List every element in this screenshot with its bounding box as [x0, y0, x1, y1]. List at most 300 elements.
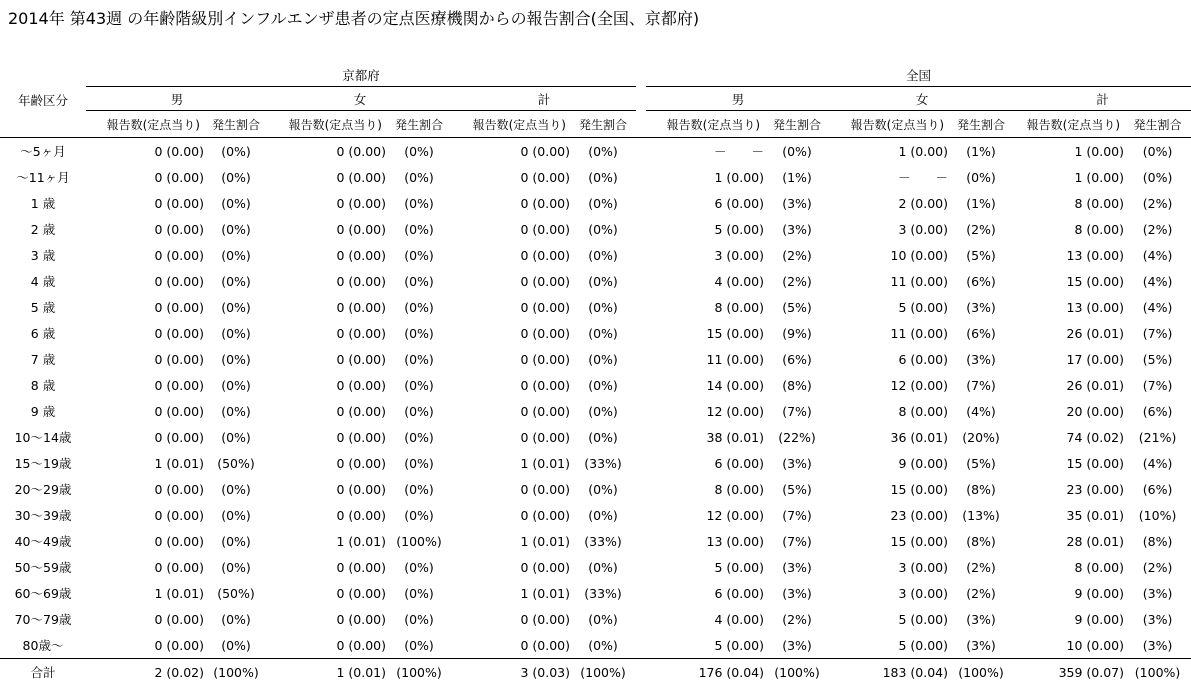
count-cell: 0 (0.00): [154, 247, 204, 263]
rate-cell: (0%): [1142, 169, 1173, 185]
rate-cell: (0%): [404, 429, 434, 445]
count-cell: 15 (0.00): [1066, 273, 1125, 289]
rate-cell: (2%): [1142, 559, 1173, 575]
count-cell: 5 (0.00): [714, 221, 765, 237]
rate-cell: (0%): [221, 273, 251, 289]
rate-cell: (1%): [966, 195, 996, 211]
age-cell: 50～59歳: [14, 560, 72, 575]
rate-cell: (2%): [782, 273, 812, 289]
count-cell: 6 (0.00): [714, 195, 765, 211]
count-cell: 0 (0.00): [336, 195, 386, 211]
sex-header-kyoto-female: 女: [268, 87, 452, 111]
count-header: 報告数(定点当り): [646, 111, 764, 138]
count-cell: － －: [898, 170, 949, 185]
rate-cell: (0%): [404, 637, 434, 653]
rate-cell: (7%): [782, 507, 812, 523]
count-cell: 6 (0.00): [898, 351, 949, 367]
rate-cell: (3%): [1142, 637, 1173, 653]
count-cell: 0 (0.00): [336, 403, 386, 419]
rate-cell: (0%): [404, 585, 434, 601]
rate-cell: (0%): [588, 403, 618, 419]
count-cell: 0 (0.00): [154, 351, 204, 367]
rate-cell: (21%): [1138, 429, 1177, 445]
rate-cell: (3%): [1142, 585, 1173, 601]
rate-cell: (7%): [966, 377, 996, 393]
age-cell: 80歳～: [22, 638, 64, 653]
rate-cell: (9%): [782, 325, 812, 341]
rate-cell: (0%): [404, 195, 434, 211]
rate-cell: (0%): [404, 377, 434, 393]
rate-header: 発生割合: [948, 111, 1014, 138]
table-row: [0, 476, 1191, 502]
rate-cell: (0%): [221, 247, 251, 263]
sex-header-national-total: 計: [1014, 87, 1191, 111]
count-cell: 38 (0.01): [706, 429, 765, 445]
count-cell: 9 (0.00): [898, 455, 949, 471]
rate-cell: (0%): [221, 351, 251, 367]
count-cell: 0 (0.00): [520, 481, 570, 497]
count-cell: 10 (0.00): [1066, 637, 1125, 653]
sex-header-national-female: 女: [830, 87, 1014, 111]
count-cell: 8 (0.00): [898, 403, 949, 419]
table-row: [0, 502, 1191, 528]
count-cell: － －: [714, 144, 765, 159]
age-column-header: 年齢区分: [0, 63, 86, 138]
rate-cell: (33%): [584, 533, 622, 549]
rate-cell: (0%): [588, 195, 618, 211]
sex-header-kyoto-total: 計: [452, 87, 636, 111]
count-cell: 0 (0.00): [336, 143, 386, 159]
rate-cell: (100%): [958, 664, 1004, 680]
rate-header: 発生割合: [570, 111, 636, 138]
count-cell: 23 (0.00): [1066, 481, 1125, 497]
count-cell: 0 (0.00): [154, 273, 204, 289]
count-cell: 3 (0.03): [520, 664, 570, 680]
count-cell: 0 (0.00): [154, 143, 204, 159]
table-row: [0, 268, 1191, 294]
rate-cell: (5%): [1142, 351, 1173, 367]
count-cell: 15 (0.00): [890, 533, 949, 549]
rate-cell: (0%): [221, 143, 251, 159]
rate-cell: (6%): [1142, 481, 1173, 497]
count-cell: 14 (0.00): [706, 377, 765, 393]
count-cell: 20 (0.00): [1066, 403, 1125, 419]
count-cell: 5 (0.00): [898, 299, 949, 315]
rate-cell: (7%): [1142, 377, 1173, 393]
count-cell: 0 (0.00): [336, 507, 386, 523]
rate-cell: (1%): [782, 169, 812, 185]
age-cell: ～11ヶ月: [16, 170, 70, 185]
rate-cell: (0%): [404, 481, 434, 497]
rate-cell: (0%): [221, 325, 251, 341]
count-cell: 28 (0.01): [1066, 533, 1125, 549]
rate-cell: (6%): [966, 273, 996, 289]
rate-cell: (3%): [782, 221, 812, 237]
age-cell: 70～79歳: [14, 612, 72, 627]
count-cell: 0 (0.00): [154, 221, 204, 237]
rate-cell: (2%): [1142, 195, 1173, 211]
count-cell: 0 (0.00): [336, 273, 386, 289]
page-title: 2014年 第43週 の年齢階級別インフルエンザ患者の定点医療機関からの報告割合(全国、京都府): [8, 9, 700, 28]
count-cell: 0 (0.00): [520, 325, 570, 341]
rate-cell: (2%): [1142, 221, 1173, 237]
rate-cell: (0%): [404, 351, 434, 367]
count-cell: 0 (0.00): [154, 299, 204, 315]
influenza-age-table: [0, 63, 1191, 685]
table-row: [0, 164, 1191, 190]
age-cell: 合計: [30, 665, 56, 680]
rate-header: 発生割合: [204, 111, 268, 138]
rate-cell: (0%): [221, 559, 251, 575]
count-cell: 8 (0.00): [714, 481, 765, 497]
rate-cell: (3%): [966, 637, 996, 653]
count-cell: 2 (0.00): [898, 195, 949, 211]
count-cell: 1 (0.01): [154, 455, 204, 471]
count-cell: 8 (0.00): [1074, 221, 1125, 237]
count-cell: 0 (0.00): [520, 195, 570, 211]
table-row: [0, 372, 1191, 398]
count-cell: 0 (0.00): [154, 403, 204, 419]
rate-cell: (7%): [782, 533, 812, 549]
age-cell: 9 歳: [30, 404, 56, 419]
age-cell: 15～19歳: [14, 456, 72, 471]
rate-cell: (0%): [404, 611, 434, 627]
rate-cell: (50%): [217, 585, 255, 601]
rate-cell: (10%): [1138, 507, 1177, 523]
count-cell: 0 (0.00): [154, 429, 204, 445]
rate-cell: (0%): [404, 143, 434, 159]
rate-cell: (0%): [404, 169, 434, 185]
rate-cell: (0%): [221, 169, 251, 185]
count-cell: 0 (0.00): [520, 351, 570, 367]
age-cell: 2 歳: [30, 222, 56, 237]
count-cell: 13 (0.00): [1066, 247, 1125, 263]
count-cell: 5 (0.00): [898, 611, 949, 627]
rate-cell: (8%): [782, 377, 812, 393]
rate-cell: (33%): [584, 585, 622, 601]
count-cell: 0 (0.00): [520, 273, 570, 289]
rate-cell: (0%): [221, 195, 251, 211]
table-row: [0, 528, 1191, 554]
count-cell: 3 (0.00): [898, 585, 949, 601]
rate-cell: (13%): [962, 507, 1000, 523]
rate-cell: (0%): [588, 169, 618, 185]
count-cell: 0 (0.00): [520, 559, 570, 575]
rate-cell: (0%): [588, 559, 618, 575]
rate-cell: (0%): [966, 169, 996, 185]
count-cell: 3 (0.00): [898, 559, 949, 575]
rate-cell: (0%): [221, 481, 251, 497]
rate-cell: (8%): [966, 481, 996, 497]
rate-cell: (0%): [588, 143, 618, 159]
rate-cell: (4%): [1142, 455, 1173, 471]
rate-cell: (0%): [221, 637, 251, 653]
count-cell: 9 (0.00): [1074, 585, 1125, 601]
rate-cell: (33%): [584, 455, 622, 471]
age-cell: 20～29歳: [14, 482, 72, 497]
table-row: [0, 632, 1191, 659]
count-cell: 359 (0.07): [1058, 664, 1125, 680]
table-row: [0, 580, 1191, 606]
rate-cell: (2%): [782, 247, 812, 263]
count-cell: 15 (0.00): [706, 325, 765, 341]
count-cell: 4 (0.00): [714, 273, 765, 289]
rate-cell: (0%): [588, 637, 618, 653]
count-cell: 8 (0.00): [714, 299, 765, 315]
age-cell: 7 歳: [30, 352, 56, 367]
rate-cell: (0%): [588, 377, 618, 393]
age-cell: 40～49歳: [14, 534, 72, 549]
age-cell: 3 歳: [30, 248, 56, 263]
count-cell: 0 (0.00): [520, 507, 570, 523]
count-cell: 2 (0.02): [154, 664, 204, 680]
region-header-national: 全国: [646, 63, 1191, 87]
count-cell: 12 (0.00): [890, 377, 949, 393]
rate-cell: (5%): [782, 299, 812, 315]
table-row: [0, 450, 1191, 476]
table-row: [0, 659, 1191, 685]
count-cell: 26 (0.01): [1066, 325, 1125, 341]
count-cell: 1 (0.01): [336, 533, 386, 549]
rate-cell: (0%): [404, 455, 434, 471]
rate-cell: (8%): [1142, 533, 1173, 549]
rate-cell: (100%): [396, 664, 442, 680]
count-cell: 3 (0.00): [714, 247, 765, 263]
count-cell: 0 (0.00): [336, 559, 386, 575]
count-cell: 0 (0.00): [336, 247, 386, 263]
rate-cell: (2%): [966, 585, 996, 601]
rate-cell: (3%): [782, 195, 812, 211]
table-row: [0, 190, 1191, 216]
count-cell: 1 (0.00): [1074, 169, 1125, 185]
table-row: [0, 138, 1191, 165]
rate-cell: (0%): [221, 377, 251, 393]
rate-cell: (50%): [217, 455, 255, 471]
rate-cell: (0%): [404, 507, 434, 523]
age-cell: 30～39歳: [14, 508, 72, 523]
age-cell: 4 歳: [30, 274, 56, 289]
rate-header: 発生割合: [1124, 111, 1191, 138]
rate-cell: (0%): [221, 299, 251, 315]
count-cell: 3 (0.00): [898, 221, 949, 237]
count-cell: 0 (0.00): [336, 299, 386, 315]
count-cell: 0 (0.00): [154, 195, 204, 211]
count-cell: 5 (0.00): [898, 637, 949, 653]
count-cell: 176 (0.04): [698, 664, 765, 680]
count-cell: 11 (0.00): [890, 273, 949, 289]
rate-header: 発生割合: [386, 111, 452, 138]
count-cell: 12 (0.00): [706, 403, 765, 419]
count-cell: 36 (0.01): [890, 429, 949, 445]
rate-cell: (0%): [588, 325, 618, 341]
rate-cell: (0%): [404, 559, 434, 575]
count-cell: 11 (0.00): [706, 351, 765, 367]
rate-cell: (3%): [782, 559, 812, 575]
rate-cell: (6%): [782, 351, 812, 367]
count-cell: 8 (0.00): [1074, 195, 1125, 211]
count-cell: 1 (0.00): [714, 169, 765, 185]
rate-cell: (0%): [588, 221, 618, 237]
rate-cell: (0%): [404, 221, 434, 237]
rate-cell: (3%): [782, 637, 812, 653]
rate-cell: (0%): [404, 273, 434, 289]
count-cell: 0 (0.00): [520, 221, 570, 237]
count-cell: 74 (0.02): [1066, 429, 1125, 445]
rate-cell: (2%): [966, 559, 996, 575]
count-cell: 0 (0.00): [336, 611, 386, 627]
count-cell: 12 (0.00): [706, 507, 765, 523]
table-row: [0, 242, 1191, 268]
count-cell: 15 (0.00): [1066, 455, 1125, 471]
rate-cell: (0%): [588, 273, 618, 289]
rate-cell: (6%): [966, 325, 996, 341]
count-cell: 10 (0.00): [890, 247, 949, 263]
table-row: [0, 398, 1191, 424]
count-cell: 0 (0.00): [336, 169, 386, 185]
count-cell: 0 (0.00): [154, 637, 204, 653]
count-cell: 1 (0.01): [154, 585, 204, 601]
rate-cell: (0%): [221, 221, 251, 237]
rate-cell: (100%): [580, 664, 626, 680]
sex-header-national-male: 男: [646, 87, 830, 111]
rate-cell: (7%): [782, 403, 812, 419]
rate-cell: (6%): [1142, 403, 1173, 419]
rate-cell: (3%): [782, 455, 812, 471]
rate-cell: (5%): [782, 481, 812, 497]
count-cell: 13 (0.00): [706, 533, 765, 549]
rate-cell: (22%): [778, 429, 816, 445]
rate-cell: (8%): [966, 533, 996, 549]
count-cell: 0 (0.00): [154, 325, 204, 341]
count-cell: 0 (0.00): [520, 403, 570, 419]
rate-cell: (20%): [962, 429, 1000, 445]
count-cell: 1 (0.01): [336, 664, 386, 680]
rate-cell: (5%): [966, 455, 996, 471]
rate-cell: (0%): [588, 351, 618, 367]
rate-cell: (4%): [1142, 273, 1173, 289]
count-header: 報告数(定点当り): [1014, 111, 1124, 138]
count-header: 報告数(定点当り): [268, 111, 386, 138]
count-cell: 17 (0.00): [1066, 351, 1125, 367]
count-cell: 0 (0.00): [336, 377, 386, 393]
rate-cell: (4%): [1142, 247, 1173, 263]
rate-cell: (3%): [966, 611, 996, 627]
rate-cell: (0%): [221, 611, 251, 627]
count-cell: 11 (0.00): [890, 325, 949, 341]
count-cell: 0 (0.00): [336, 221, 386, 237]
rate-cell: (3%): [1142, 611, 1173, 627]
count-cell: 0 (0.00): [520, 247, 570, 263]
count-header: 報告数(定点当り): [86, 111, 204, 138]
count-header: 報告数(定点当り): [830, 111, 948, 138]
table-row: [0, 346, 1191, 372]
count-cell: 15 (0.00): [890, 481, 949, 497]
count-cell: 0 (0.00): [154, 559, 204, 575]
rate-cell: (0%): [588, 481, 618, 497]
rate-cell: (0%): [404, 403, 434, 419]
count-cell: 0 (0.00): [336, 325, 386, 341]
rate-cell: (0%): [588, 611, 618, 627]
rate-cell: (4%): [1142, 299, 1173, 315]
age-cell: 8 歳: [30, 378, 56, 393]
count-cell: 0 (0.00): [336, 351, 386, 367]
count-cell: 6 (0.00): [714, 585, 765, 601]
rate-cell: (0%): [221, 403, 251, 419]
count-cell: 0 (0.00): [336, 429, 386, 445]
table-row: [0, 216, 1191, 242]
count-cell: 13 (0.00): [1066, 299, 1125, 315]
count-cell: 0 (0.00): [336, 481, 386, 497]
table-row: [0, 320, 1191, 346]
rate-cell: (0%): [782, 143, 812, 159]
age-cell: 6 歳: [30, 326, 56, 341]
rate-cell: (0%): [404, 247, 434, 263]
count-cell: 5 (0.00): [714, 637, 765, 653]
count-cell: 1 (0.01): [520, 533, 570, 549]
rate-cell: (5%): [966, 247, 996, 263]
table-row: [0, 294, 1191, 320]
count-header: 報告数(定点当り): [452, 111, 570, 138]
rate-cell: (0%): [588, 429, 618, 445]
region-header-kyoto: 京都府: [86, 63, 636, 87]
age-cell: 60～69歳: [14, 586, 72, 601]
rate-cell: (4%): [966, 403, 996, 419]
rate-cell: (0%): [588, 299, 618, 315]
age-cell: 10～14歳: [14, 430, 72, 445]
count-cell: 35 (0.01): [1066, 507, 1125, 523]
count-cell: 0 (0.00): [520, 143, 570, 159]
sex-header-kyoto-male: 男: [86, 87, 268, 111]
count-cell: 9 (0.00): [1074, 611, 1125, 627]
table-row: [0, 606, 1191, 632]
count-cell: 0 (0.00): [154, 611, 204, 627]
count-cell: 8 (0.00): [1074, 559, 1125, 575]
count-cell: 0 (0.00): [154, 507, 204, 523]
age-cell: 1 歳: [30, 196, 56, 211]
table-row: [0, 554, 1191, 580]
age-cell: ～5ヶ月: [20, 144, 66, 159]
count-cell: 0 (0.00): [154, 169, 204, 185]
count-cell: 183 (0.04): [882, 664, 949, 680]
rate-cell: (0%): [588, 247, 618, 263]
rate-cell: (3%): [966, 299, 996, 315]
rate-cell: (0%): [221, 507, 251, 523]
count-cell: 0 (0.00): [520, 637, 570, 653]
count-cell: 1 (0.01): [520, 585, 570, 601]
count-cell: 1 (0.00): [1074, 143, 1125, 159]
count-cell: 6 (0.00): [714, 455, 765, 471]
rate-cell: (2%): [966, 221, 996, 237]
rate-cell: (3%): [782, 585, 812, 601]
count-cell: 0 (0.00): [154, 377, 204, 393]
rate-cell: (0%): [1142, 143, 1173, 159]
count-cell: 0 (0.00): [154, 481, 204, 497]
count-cell: 1 (0.00): [898, 143, 949, 159]
count-cell: 0 (0.00): [520, 169, 570, 185]
count-cell: 0 (0.00): [154, 533, 204, 549]
count-cell: 0 (0.00): [520, 611, 570, 627]
count-cell: 5 (0.00): [714, 559, 765, 575]
rate-cell: (3%): [966, 351, 996, 367]
rate-cell: (100%): [396, 533, 442, 549]
count-cell: 26 (0.01): [1066, 377, 1125, 393]
rate-cell: (0%): [588, 507, 618, 523]
rate-cell: (0%): [221, 429, 251, 445]
count-cell: 0 (0.00): [336, 455, 386, 471]
count-cell: 0 (0.00): [336, 637, 386, 653]
rate-cell: (0%): [404, 299, 434, 315]
count-cell: 0 (0.00): [520, 299, 570, 315]
